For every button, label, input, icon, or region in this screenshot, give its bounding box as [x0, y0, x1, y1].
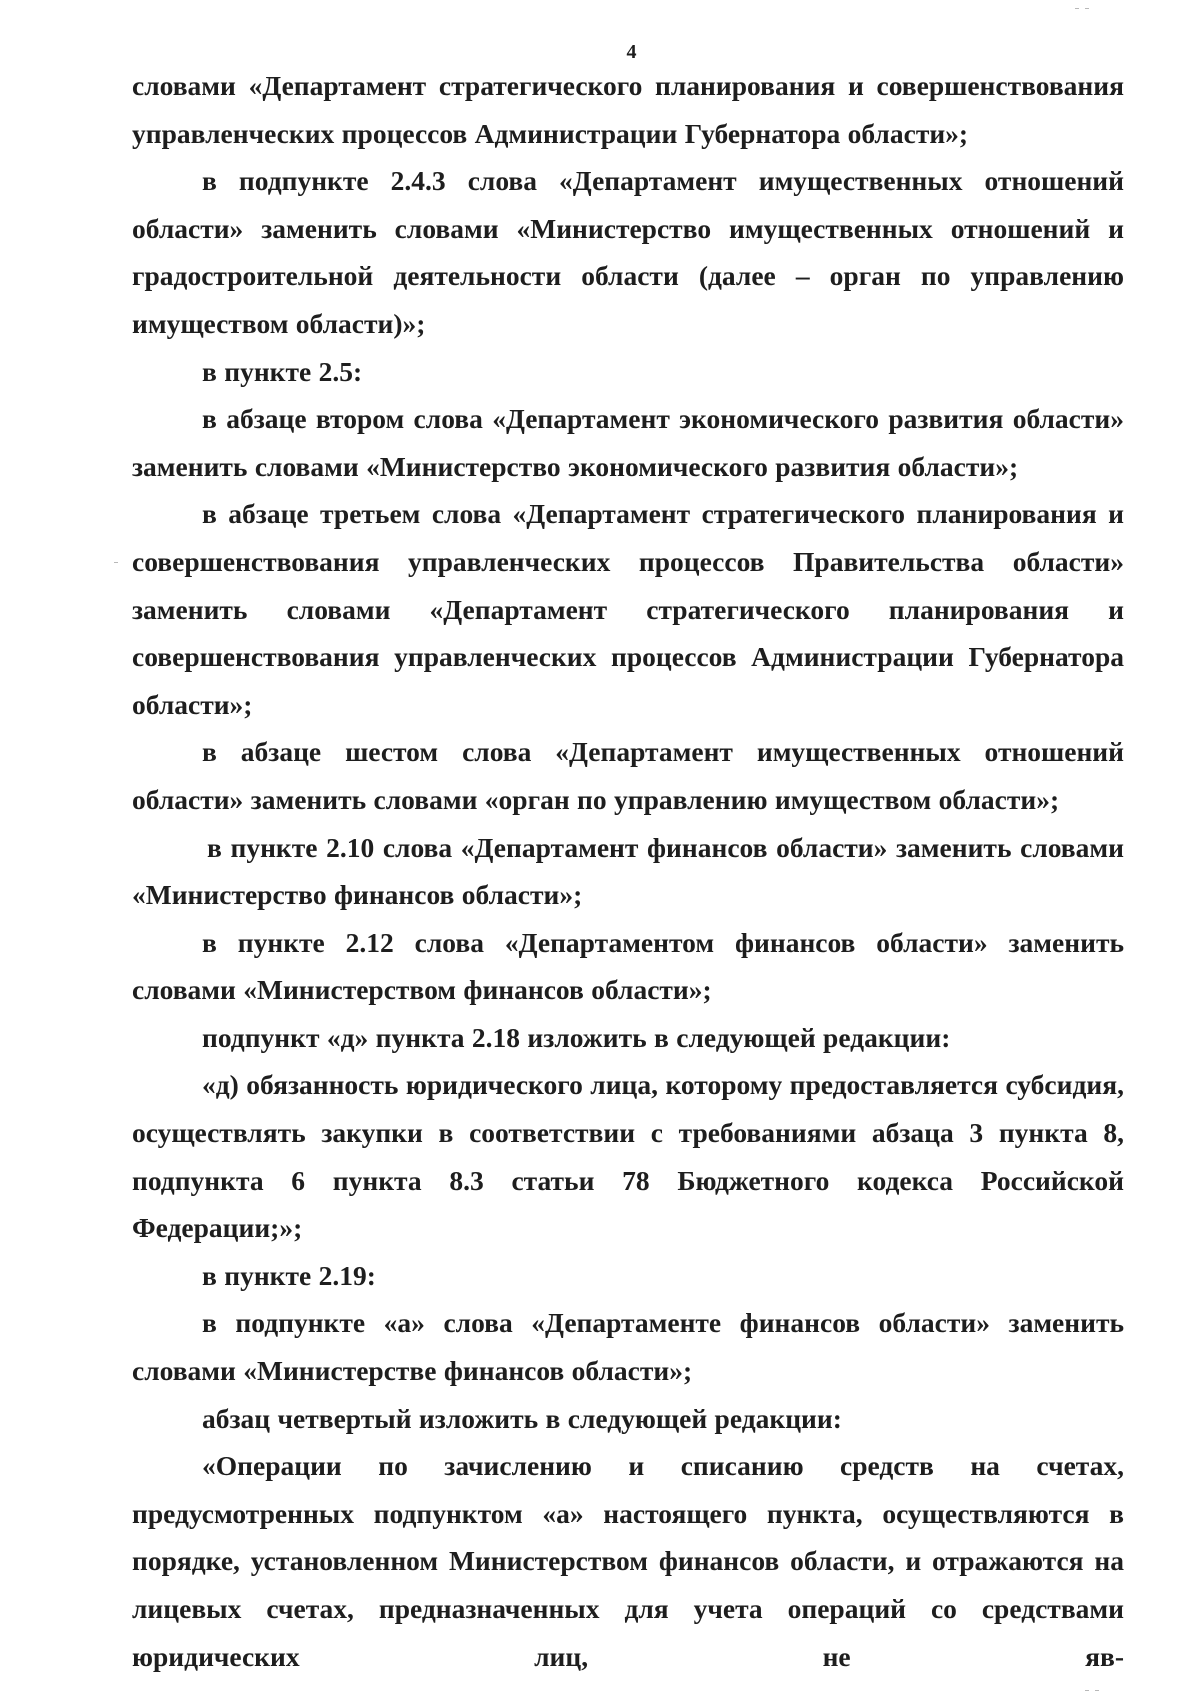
paragraph: «Операции по зачислению и списанию средств на счетах, предусмотренных подпунктом «а» настоящего пункта, осуществляются в порядке, установленном Министерством финансов области, и отражаются на лицевых счетах, предназначенных для учета операций со средствами юридических лиц, не яв-: [132, 1450, 1124, 1672]
document-body: [132, 62, 1124, 1680]
paragraph: в абзаце третьем слова «Департамент стратегического планирования и совершенствования управленческих процессов Правительства области» заменить словами «Департамент стратегического планирования и совершенствования управленческих процессов Администрации Губернатора области»;: [132, 498, 1124, 720]
scan-artifact: [1085, 1690, 1089, 1691]
scan-artifact: [1095, 1690, 1099, 1691]
paragraph: абзац четвертый изложить в следующей редакции:: [202, 1402, 842, 1434]
paragraph: подпункт «д» пункта 2.18 изложить в следующей редакции:: [202, 1021, 951, 1053]
paragraph: в пункте 2.19:: [202, 1259, 376, 1291]
scan-artifact: [1075, 8, 1079, 9]
paragraph: в абзаце втором слова «Департамент экономического развития области» заменить словами «Министерство экономического развития области»;: [132, 403, 1124, 482]
paragraph: «д) обязанность юридического лица, которому предоставляется субсидия, осуществлять закупки в соответствии с требованиями абзаца 3 пункта 8, подпункта 6 пункта 8.3 статьи 78 Бюджетного кодекса Российской Федерации;»;: [132, 1069, 1124, 1244]
page-number: 4: [626, 41, 637, 63]
paragraph: в подпункте 2.4.3 слова «Департамент имущественных отношений области» заменить словами «Министерство имущественных отношений и градостроительной деятельности области (далее – орган по управлению имуществом области)»;: [132, 165, 1124, 339]
paragraph: в пункте 2.5:: [202, 355, 363, 387]
paragraph: в подпункте «а» слова «Департаменте финансов области» заменить словами «Министерстве финансов области»;: [132, 1307, 1124, 1387]
paragraph: в абзаце шестом слова «Департамент имущественных отношений области» заменить словами «орган по управлению имуществом области»;: [132, 736, 1124, 815]
paragraph: в пункте 2.12 слова «Департаментом финансов области» заменить словами «Министерством финансов области»;: [132, 926, 1124, 1006]
paragraph: в пункте 2.10 слова «Департамент финансов области» заменить словами «Министерство финансов области»;: [132, 831, 1124, 911]
scan-artifact: [1085, 8, 1089, 9]
paragraph: словами «Департамент стратегического планирования и совершенствования управленческих процессов Администрации Губернатора области»;: [132, 70, 1124, 149]
scan-artifact: [114, 562, 118, 563]
